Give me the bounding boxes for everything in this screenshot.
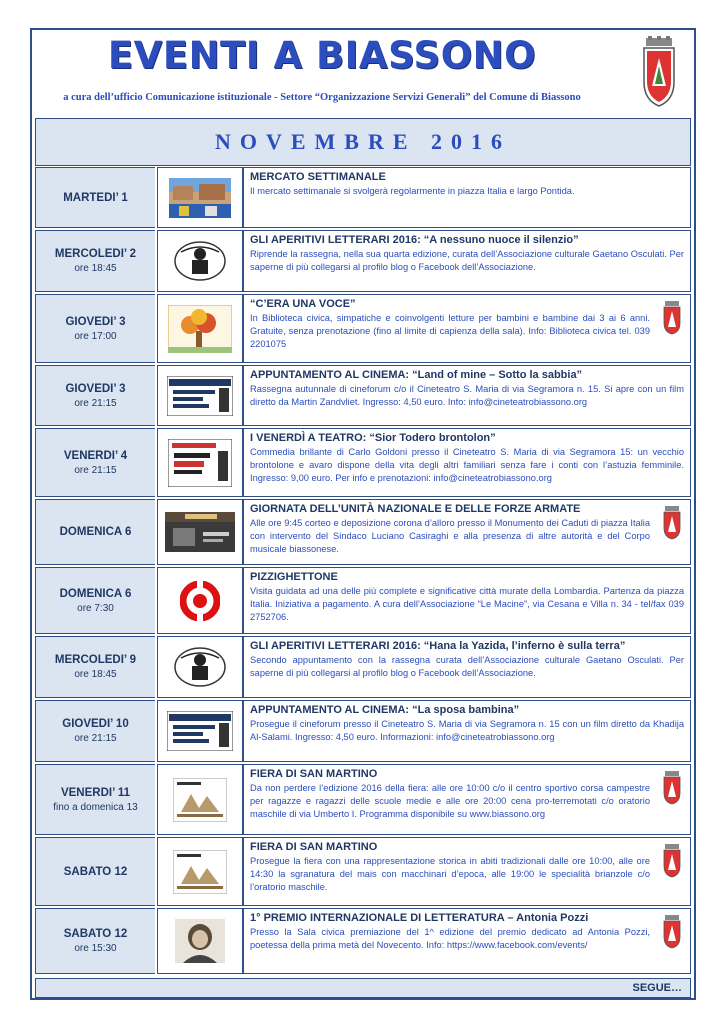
municipal-crest-icon xyxy=(662,844,682,878)
municipal-crest-icon xyxy=(662,301,682,335)
event-description: Commedia brillante di Carlo Goldoni presso il Cineteatro S. Maria di via Segramora 15: un vecchio brontolone e avaro dispone della vita degli altri familiari senza fare i conti con l’astuzia femminile. Ingresso: 9,00 euro. Per info e prenotazioni: info@cineteatrobiassono.org xyxy=(250,447,684,483)
event-date xyxy=(35,700,155,762)
event-title: GLI APERITIVI LETTERARI 2016: “Hana la Yazida, l’inferno è sulla terra” xyxy=(250,640,626,652)
event-day: DOMENICA 6 xyxy=(59,587,132,600)
event-date xyxy=(35,230,155,292)
event-date xyxy=(35,837,155,906)
event-content xyxy=(243,636,691,698)
event-title: I VENERDÌ A TEATRO: “Sior Todero brontolon” xyxy=(250,432,496,444)
event-row xyxy=(35,700,691,764)
event-time: ore 21:15 xyxy=(74,397,117,409)
event-content xyxy=(243,365,691,426)
event-day: GIOVEDI’ 10 xyxy=(62,718,129,730)
municipal-crest-icon xyxy=(662,506,682,540)
event-description: Prosegue il cineforum presso il Cineteatro S. Maria di via Segramora n. 15 con un film diretto da Khadija Al-Salami. Ingresso: 4,50 euro. Informazioni: info@cineteatrobiassono.org xyxy=(250,719,684,742)
fair-poster-icon xyxy=(173,850,227,894)
event-title: APPUNTAMENTO AL CINEMA: “La sposa bambina” xyxy=(250,704,520,716)
event-time: ore 18:45 xyxy=(74,263,117,274)
event-content xyxy=(243,167,691,228)
event-day: SABATO 12 xyxy=(63,928,128,940)
event-time: ore 17:00 xyxy=(74,330,117,342)
film-festival-logo-icon xyxy=(167,711,233,751)
event-title: “C’ERA UNA VOCE” xyxy=(250,298,356,310)
event-description: In Biblioteca civica, simpatiche e coinvolgenti letture per bambini e bambine dai 3 ai 6 anni. Gratuite, senza prenotazione (fino al limite di capienza della sala). Info: Biblioteca civica tel. 039 2201075 xyxy=(250,313,650,349)
event-title: PIZZIGHETTONE xyxy=(250,571,338,583)
event-title: APPUNTAMENTO AL CINEMA: “Land of mine – Sotto la sabbia” xyxy=(250,369,583,381)
event-day: SABATO 12 xyxy=(63,865,128,878)
event-description: Secondo appuntamento con la rassegna curata dell’Associazione culturale Gaetano Osculati. Per saperne di più collegarsi al profilo blog o Facebook dell’Associazione. xyxy=(250,655,684,678)
event-day: MERCOLEDI’ 9 xyxy=(54,654,137,666)
aperitivi-logo-icon xyxy=(173,240,227,282)
event-row xyxy=(35,636,691,700)
event-title: GIORNATA DELL’UNITÀ NAZIONALE E DELLE FORZE ARMATE xyxy=(250,503,581,515)
event-date xyxy=(35,365,155,426)
event-thumbnail xyxy=(157,365,243,426)
event-day: VENERDI’ 4 xyxy=(63,449,128,462)
event-row xyxy=(35,499,691,567)
event-date xyxy=(35,567,155,634)
event-time: ore 21:15 xyxy=(74,464,117,476)
page-subtitle: a cura dell’ufficio Comunicazione istituzionale - Settore “Organizzazione Servizi Generali” del Comune di Biassono xyxy=(63,92,581,103)
event-row xyxy=(35,908,691,976)
event-content xyxy=(243,294,691,363)
municipal-crest-icon xyxy=(640,36,678,108)
theatre-poster-icon xyxy=(168,439,232,487)
event-content xyxy=(243,908,691,974)
page-title: EVENTI A BIASSONO xyxy=(107,34,537,77)
event-thumbnail xyxy=(157,636,243,698)
event-content xyxy=(243,428,691,497)
event-date xyxy=(35,764,155,835)
event-thumbnail xyxy=(157,499,243,565)
event-date xyxy=(35,908,155,974)
market-photo-icon xyxy=(169,178,231,218)
header xyxy=(32,30,694,114)
page-frame xyxy=(30,28,696,1000)
month-banner xyxy=(35,118,691,166)
event-content xyxy=(243,764,691,835)
event-content xyxy=(243,567,691,634)
event-description: Visita guidata ad una delle più complete e significative città murate della Lombardia. Partenza da piazza Italia. Iniziativa a pagamento. A cura dell’Associazione “Le Macine”, via Cesana e Villa n. 34 - tel/fax 039 2752706. xyxy=(250,586,684,622)
event-day: DOMENICA 6 xyxy=(59,526,132,538)
event-date xyxy=(35,294,155,363)
antonia-pozzi-portrait-icon xyxy=(175,919,225,963)
event-description: Il mercato settimanale si svolgerà regolarmente in piazza Italia e largo Pontida. xyxy=(250,186,575,196)
event-row xyxy=(35,294,691,365)
event-day: GIOVEDI’ 3 xyxy=(65,382,126,395)
event-thumbnail xyxy=(157,567,243,634)
film-festival-logo-icon xyxy=(167,376,233,416)
event-description: Riprende la rassegna, nella sua quarta edizione, curata dell’Associazione culturale Gaetano Osculati. Per saperne di più collegarsi al profilo blog o Facebook dell’Associazione. xyxy=(250,249,684,272)
event-row xyxy=(35,167,691,230)
november-4-poster-icon xyxy=(165,512,235,552)
municipal-crest-icon xyxy=(662,771,682,805)
event-title: GLI APERITIVI LETTERARI 2016: “A nessuno nuoce il silenzio” xyxy=(250,234,579,246)
event-description: Presso la Sala civica premiazione del 1^ edizione del premio dedicato ad Antonia Pozzi, poetessa della prima metà del Novecento. Info: https://www.facebook.com/events/ xyxy=(250,927,650,950)
event-title: MERCATO SETTIMANALE xyxy=(250,171,386,183)
event-description: Rassegna autunnale di cineforum c/o il Cineteatro S. Maria di via Segramora n. 15. Si apre con un film diretto da Martin Zandvliet. Ingresso: 4,50 euro. Info: info@cineteatrobiassono.org xyxy=(250,384,684,407)
event-thumbnail xyxy=(157,700,243,762)
event-time: ore 7:30 xyxy=(77,602,114,614)
event-content xyxy=(243,230,691,292)
event-day: GIOVEDI’ 3 xyxy=(65,315,126,328)
event-day: MERCOLEDI’ 2 xyxy=(54,248,137,260)
event-content xyxy=(243,837,691,906)
event-row xyxy=(35,764,691,837)
event-row xyxy=(35,428,691,499)
event-description: Da non perdere l’edizione 2016 della fiera: alle ore 10:00 c/o il centro sportivo corsa campestre per ragazze e ragazzi delle scuole medie e alle ore 20:00 cena pro-terremotati c/o oratorio maschile di via Umberto I. Programma disponibile su www.biassono.org xyxy=(250,783,650,819)
event-thumbnail xyxy=(157,764,243,835)
event-day: VENERDI’ 11 xyxy=(60,786,131,799)
autumn-tree-icon xyxy=(168,305,232,353)
event-thumbnail xyxy=(157,908,243,974)
event-description: Alle ore 9:45 corteo e deposizione corona d’alloro presso il Monumento dei Caduti di piazza Italia con intervento del Sindaco Luciano Casiraghi e alla presenza di altre autorità e del Corpo musicale biassonese. xyxy=(250,518,650,554)
event-day: MARTEDI’ 1 xyxy=(63,191,128,204)
event-description: Prosegue la fiera con una rappresentazione storica in abiti tradizionali dalle ore 10:00, alle ore 14:30 la sgranatura del mais con macchinari d’epoca, alle 19:00 le specialità brianzole c/o l’oratorio maschile. xyxy=(250,856,650,892)
event-date xyxy=(35,636,155,698)
continue-footer: SEGUE… xyxy=(35,978,691,998)
event-time: ore 21:15 xyxy=(74,733,117,744)
event-row xyxy=(35,230,691,294)
event-time: ore 18:45 xyxy=(74,669,117,680)
event-row xyxy=(35,837,691,908)
event-content xyxy=(243,499,691,565)
event-thumbnail xyxy=(157,167,243,228)
event-title: 1° PREMIO INTERNAZIONALE DI LETTERATURA – Antonia Pozzi xyxy=(250,912,589,924)
event-time: ore 15:30 xyxy=(74,943,117,954)
events-list xyxy=(35,167,691,976)
event-date xyxy=(35,499,155,565)
event-title: FIERA DI SAN MARTINO xyxy=(250,841,378,853)
event-thumbnail xyxy=(157,294,243,363)
event-content xyxy=(243,700,691,762)
event-row xyxy=(35,365,691,428)
fair-poster-icon xyxy=(173,778,227,822)
month-title: NOVEMBRE 2016 xyxy=(214,129,512,154)
event-time: fino a domenica 13 xyxy=(53,801,138,813)
aperitivi-logo-icon xyxy=(173,646,227,688)
event-thumbnail xyxy=(157,837,243,906)
municipal-crest-icon xyxy=(662,915,682,949)
le-macine-logo-icon xyxy=(180,581,220,621)
event-date xyxy=(35,167,155,228)
event-thumbnail xyxy=(157,428,243,497)
event-title: FIERA DI SAN MARTINO xyxy=(250,768,378,780)
event-date xyxy=(35,428,155,497)
event-thumbnail xyxy=(157,230,243,292)
event-row xyxy=(35,567,691,636)
